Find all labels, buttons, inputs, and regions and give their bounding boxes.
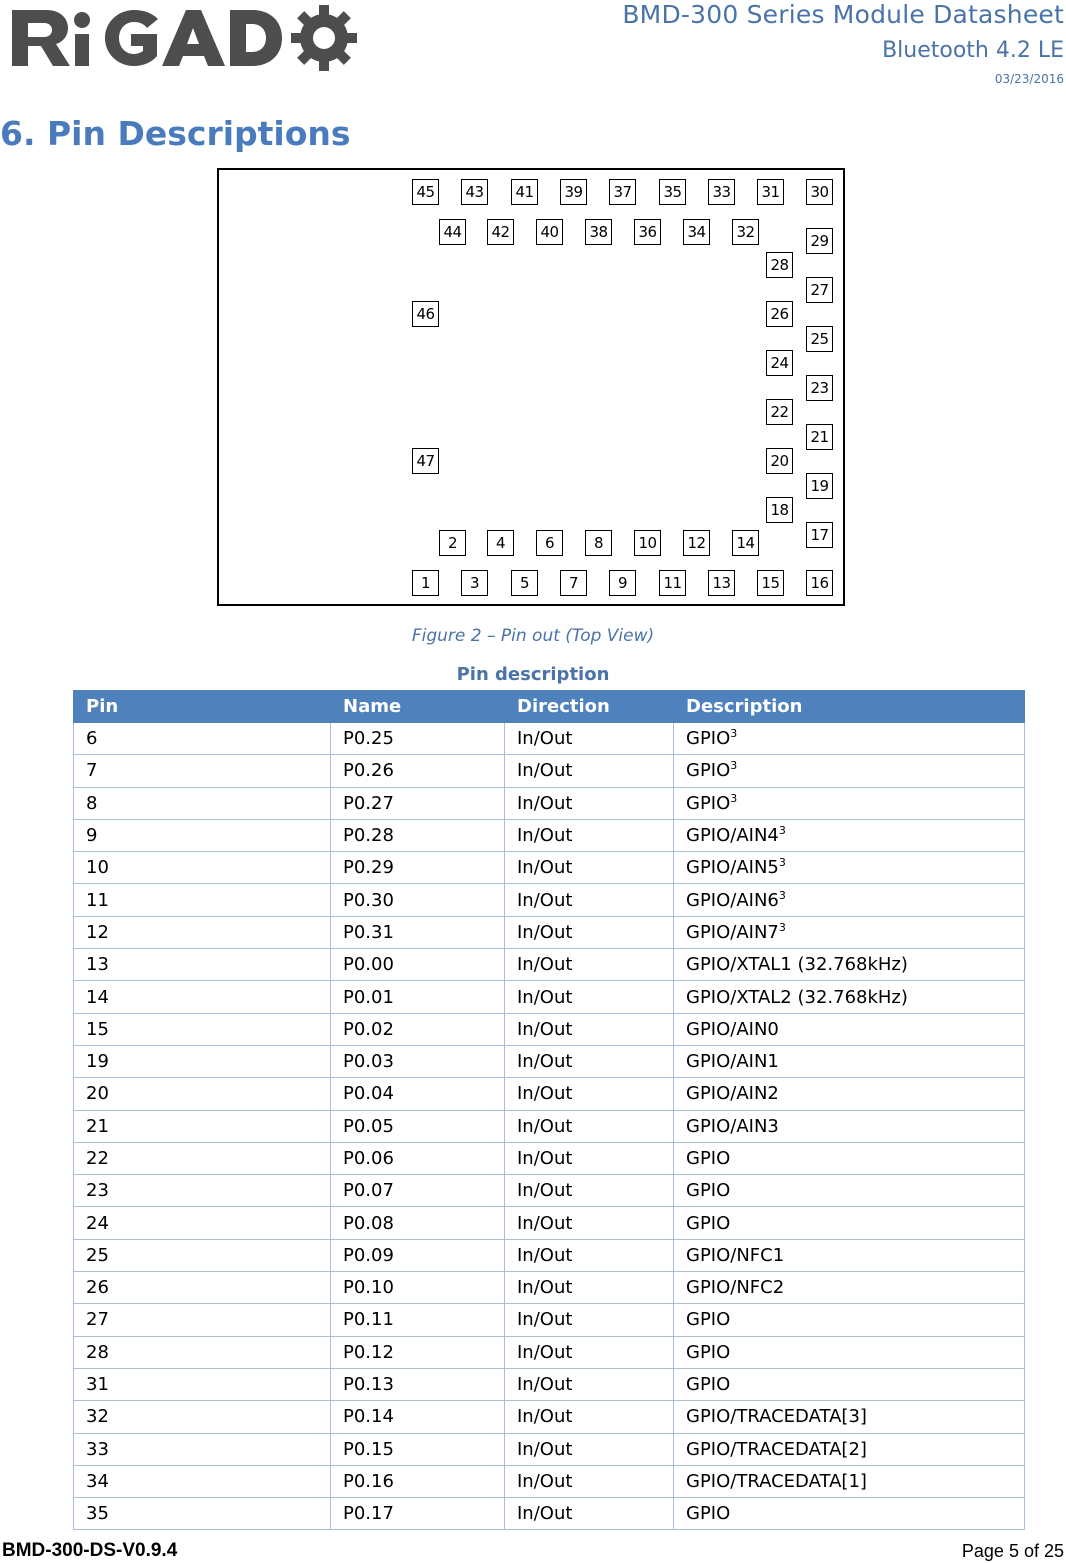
cell-name: P0.28 — [331, 819, 505, 851]
cell-direction: In/Out — [505, 1465, 674, 1497]
cell-direction: In/Out — [505, 1110, 674, 1142]
table-row — [74, 819, 1025, 851]
cell-direction: In/Out — [505, 1142, 674, 1174]
cell-direction: In/Out — [505, 1045, 674, 1077]
pin-box: 28 — [766, 252, 793, 278]
pin-description-table — [73, 690, 1025, 1530]
pin-box: 12 — [683, 530, 710, 556]
cell-description: GPIO/$AIN7^3$ — [674, 916, 1025, 948]
table-row — [74, 1207, 1025, 1239]
pin-box: 45 — [412, 179, 439, 205]
cell-description: GPIO/XTAL2 (32.768kHz) — [674, 981, 1025, 1013]
pin-box: 14 — [732, 530, 759, 556]
cell-name: P0.11 — [331, 1304, 505, 1336]
cell-name: P0.29 — [331, 852, 505, 884]
table-row — [74, 1368, 1025, 1400]
pin-box: 24 — [766, 350, 793, 376]
column-header-direction: Direction — [505, 691, 674, 723]
table-row — [74, 1336, 1025, 1368]
cell-description: GPIO — [674, 1498, 1025, 1530]
cell-pin: 26 — [74, 1272, 331, 1304]
cell-description: GPIO/AIN1 — [674, 1045, 1025, 1077]
cell-direction: In/Out — [505, 1013, 674, 1045]
cell-pin: 34 — [74, 1465, 331, 1497]
cell-direction: In/Out — [505, 1272, 674, 1304]
table-row — [74, 723, 1025, 755]
table-row — [74, 755, 1025, 787]
pin-box: 18 — [766, 497, 793, 523]
pin-box: 30 — [806, 179, 833, 205]
cell-pin: 15 — [74, 1013, 331, 1045]
table-header-row — [74, 691, 1025, 723]
cell-name: P0.27 — [331, 787, 505, 819]
pin-box: 27 — [806, 277, 833, 303]
cell-description: GPIO/XTAL1 (32.768kHz) — [674, 949, 1025, 981]
document-id: BMD-300-DS-V0.9.4 — [2, 1540, 178, 1561]
pin-box: 37 — [609, 179, 636, 205]
pin-box: 23 — [806, 375, 833, 401]
cell-description: GPIO$^3$ — [674, 787, 1025, 819]
cell-pin: 35 — [74, 1498, 331, 1530]
cell-name: P0.25 — [331, 723, 505, 755]
cell-direction: In/Out — [505, 1239, 674, 1271]
pinout-diagram — [217, 168, 845, 606]
cell-pin: 27 — [74, 1304, 331, 1336]
cell-pin: 11 — [74, 884, 331, 916]
cell-name: P0.08 — [331, 1207, 505, 1239]
pin-box: 39 — [560, 179, 587, 205]
cell-pin: 12 — [74, 916, 331, 948]
page-number: Page 5 of 25 — [961, 1541, 1064, 1561]
cell-pin: 24 — [74, 1207, 331, 1239]
cell-name: P0.06 — [331, 1142, 505, 1174]
cell-description: GPIO/NFC1 — [674, 1239, 1025, 1271]
footnote-ref: 3 — [778, 920, 786, 934]
cell-pin: 9 — [74, 819, 331, 851]
cell-direction: In/Out — [505, 1175, 674, 1207]
cell-name: P0.05 — [331, 1110, 505, 1142]
table-row — [74, 1433, 1025, 1465]
pin-box: 19 — [806, 473, 833, 499]
cell-name: P0.12 — [331, 1336, 505, 1368]
cell-pin: 22 — [74, 1142, 331, 1174]
cell-direction: In/Out — [505, 1401, 674, 1433]
table-row — [74, 1304, 1025, 1336]
pin-box: 34 — [683, 219, 710, 245]
column-header-name: Name — [331, 691, 505, 723]
document-title: BMD-300 Series Module Datasheet — [622, 0, 1064, 29]
cell-name: P0.09 — [331, 1239, 505, 1271]
column-header-description: Description — [674, 691, 1025, 723]
pin-box: 40 — [536, 219, 563, 245]
cell-name: P0.31 — [331, 916, 505, 948]
cell-pin: 6 — [74, 723, 331, 755]
pin-box: 32 — [732, 219, 759, 245]
cell-description: GPIO/$AIN4^3$ — [674, 819, 1025, 851]
cell-description: GPIO/TRACEDATA[1] — [674, 1465, 1025, 1497]
cell-direction: In/Out — [505, 949, 674, 981]
cell-description: GPIO/AIN3 — [674, 1110, 1025, 1142]
table-row — [74, 1013, 1025, 1045]
cell-direction: In/Out — [505, 916, 674, 948]
pin-box: 44 — [439, 219, 466, 245]
cell-name: P0.10 — [331, 1272, 505, 1304]
cell-name: P0.16 — [331, 1465, 505, 1497]
table-row — [74, 1078, 1025, 1110]
pin-box: 17 — [806, 522, 833, 548]
cell-pin: 13 — [74, 949, 331, 981]
cell-description: GPIO/NFC2 — [674, 1272, 1025, 1304]
pin-box: 26 — [766, 301, 793, 327]
pin-box: 46 — [412, 301, 439, 327]
pin-box: 20 — [766, 448, 793, 474]
footnote-ref: 3 — [730, 727, 738, 741]
cell-description: GPIO/TRACEDATA[2] — [674, 1433, 1025, 1465]
cell-direction: In/Out — [505, 852, 674, 884]
cell-description: GPIO/TRACEDATA[3] — [674, 1401, 1025, 1433]
table-row — [74, 787, 1025, 819]
pin-box: 22 — [766, 399, 793, 425]
cell-pin: 23 — [74, 1175, 331, 1207]
document-date: 03/23/2016 — [994, 72, 1064, 86]
pin-box: 38 — [585, 219, 612, 245]
cell-direction: In/Out — [505, 1498, 674, 1530]
cell-pin: 28 — [74, 1336, 331, 1368]
cell-direction: In/Out — [505, 1433, 674, 1465]
pin-box: 10 — [634, 530, 661, 556]
cell-direction: In/Out — [505, 1207, 674, 1239]
cell-name: P0.01 — [331, 981, 505, 1013]
cell-description: GPIO — [674, 1368, 1025, 1400]
cell-direction: In/Out — [505, 1078, 674, 1110]
cell-name: P0.14 — [331, 1401, 505, 1433]
pin-box: 25 — [806, 326, 833, 352]
cell-pin: 10 — [74, 852, 331, 884]
cell-description: GPIO — [674, 1207, 1025, 1239]
cell-name: P0.15 — [331, 1433, 505, 1465]
cell-pin: 20 — [74, 1078, 331, 1110]
cell-name: P0.02 — [331, 1013, 505, 1045]
table-row — [74, 1272, 1025, 1304]
cell-description: GPIO — [674, 1304, 1025, 1336]
cell-description: GPIO — [674, 1175, 1025, 1207]
cell-description: GPIO/AIN2 — [674, 1078, 1025, 1110]
cell-name: P0.13 — [331, 1368, 505, 1400]
cell-direction: In/Out — [505, 1368, 674, 1400]
pin-box: 3 — [461, 570, 488, 596]
cell-name: P0.03 — [331, 1045, 505, 1077]
table-row — [74, 1110, 1025, 1142]
table-row — [74, 884, 1025, 916]
pin-box: 35 — [659, 179, 686, 205]
cell-pin: 32 — [74, 1401, 331, 1433]
cell-pin: 19 — [74, 1045, 331, 1077]
cell-pin: 8 — [74, 787, 331, 819]
column-header-pin: Pin — [74, 691, 331, 723]
footnote-ref: 3 — [730, 791, 738, 805]
pin-box: 15 — [757, 570, 784, 596]
cell-pin: 14 — [74, 981, 331, 1013]
table-title: Pin description — [456, 664, 610, 685]
pin-box: 16 — [806, 570, 833, 596]
pin-box: 1 — [412, 570, 439, 596]
table-row — [74, 1142, 1025, 1174]
cell-direction: In/Out — [505, 1336, 674, 1368]
table-row — [74, 1465, 1025, 1497]
cell-direction: In/Out — [505, 1304, 674, 1336]
pin-box: 4 — [487, 530, 514, 556]
cell-name: P0.04 — [331, 1078, 505, 1110]
footnote-ref: 3 — [778, 824, 786, 838]
table-row — [74, 1045, 1025, 1077]
pin-box: 36 — [634, 219, 661, 245]
cell-pin: 31 — [74, 1368, 331, 1400]
section-title: 6. Pin Descriptions — [0, 114, 351, 153]
cell-direction: In/Out — [505, 755, 674, 787]
cell-direction: In/Out — [505, 723, 674, 755]
pin-box: 29 — [806, 228, 833, 254]
cell-direction: In/Out — [505, 819, 674, 851]
cell-description: GPIO$^3$ — [674, 723, 1025, 755]
table-row — [74, 981, 1025, 1013]
cell-name: P0.26 — [331, 755, 505, 787]
document-subtitle: Bluetooth 4.2 LE — [882, 38, 1064, 63]
pin-box: 43 — [461, 179, 488, 205]
pin-box: 42 — [487, 219, 514, 245]
cell-direction: In/Out — [505, 787, 674, 819]
cell-name: P0.07 — [331, 1175, 505, 1207]
cell-direction: In/Out — [505, 884, 674, 916]
figure-caption: Figure 2 – Pin out (Top View) — [411, 626, 655, 646]
cell-direction: In/Out — [505, 981, 674, 1013]
pin-box: 47 — [412, 448, 439, 474]
footnote-ref: 3 — [778, 888, 786, 902]
cell-name: P0.00 — [331, 949, 505, 981]
footnote-ref: 3 — [778, 856, 786, 870]
cell-description: GPIO/$AIN6^3$ — [674, 884, 1025, 916]
cell-description: GPIO/AIN0 — [674, 1013, 1025, 1045]
rigado-logo — [8, 0, 358, 72]
footnote-ref: 3 — [730, 759, 738, 773]
cell-description: GPIO — [674, 1142, 1025, 1174]
cell-pin: 25 — [74, 1239, 331, 1271]
table-row — [74, 916, 1025, 948]
pin-box: 2 — [439, 530, 466, 556]
pin-box: 13 — [708, 570, 735, 596]
cell-description: GPIO/$AIN5^3$ — [674, 852, 1025, 884]
cell-pin: 21 — [74, 1110, 331, 1142]
pin-box: 11 — [659, 570, 686, 596]
table-row — [74, 949, 1025, 981]
table-row — [74, 1401, 1025, 1433]
table-row — [74, 1239, 1025, 1271]
cell-name: P0.30 — [331, 884, 505, 916]
cell-description: GPIO$^3$ — [674, 755, 1025, 787]
pin-box: 21 — [806, 424, 833, 450]
pin-box: 7 — [560, 570, 587, 596]
pin-box: 5 — [511, 570, 538, 596]
table-row — [74, 852, 1025, 884]
pin-box: 41 — [511, 179, 538, 205]
cell-pin: 33 — [74, 1433, 331, 1465]
table-row — [74, 1175, 1025, 1207]
pin-box: 8 — [585, 530, 612, 556]
cell-description: GPIO — [674, 1336, 1025, 1368]
table-row — [74, 1498, 1025, 1530]
table-body — [74, 723, 1025, 1530]
pin-box: 6 — [536, 530, 563, 556]
cell-pin: 7 — [74, 755, 331, 787]
cell-name: P0.17 — [331, 1498, 505, 1530]
pin-box: 31 — [757, 179, 784, 205]
pin-box: 33 — [708, 179, 735, 205]
pin-box: 9 — [609, 570, 636, 596]
